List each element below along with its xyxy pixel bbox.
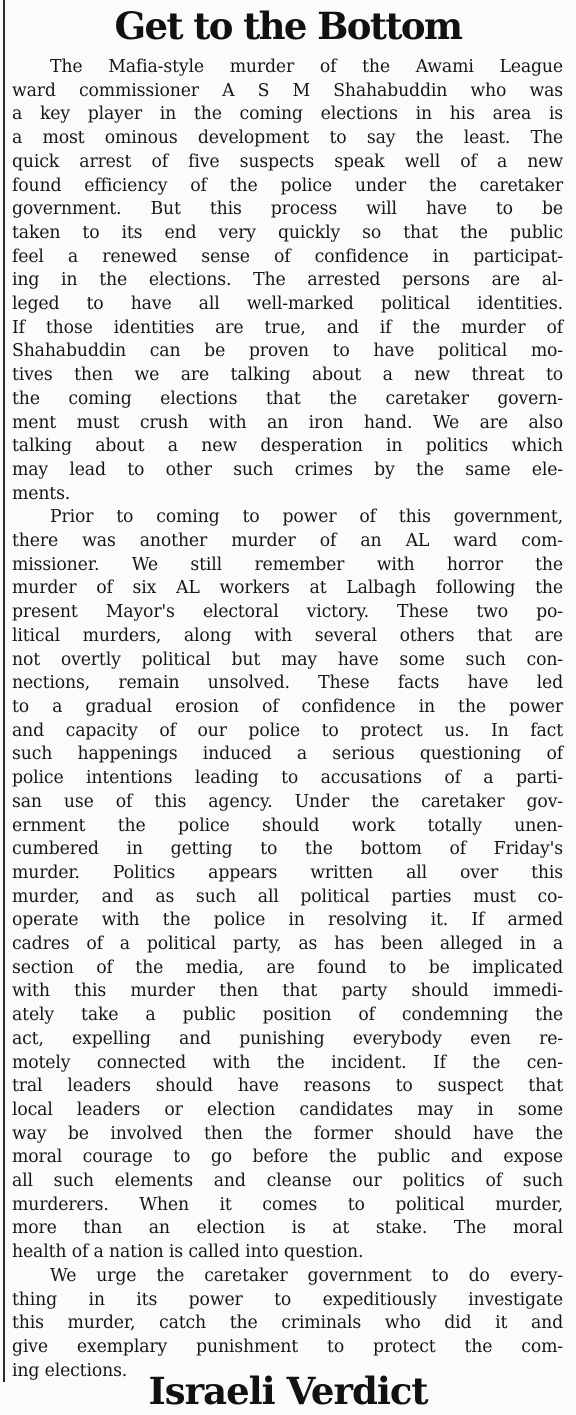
text-line: health of a nation is called into question. — [12, 1242, 364, 1263]
text-line: murderers. When it comes to political murder, — [12, 1194, 563, 1215]
text-line: murder of six AL workers at Lalbagh following the — [12, 578, 563, 599]
text-line: quick arrest of five suspects speak well of a new — [12, 151, 563, 172]
editorial-body — [12, 56, 563, 1383]
text-line: If those identities are true, and if the murder of — [12, 317, 563, 338]
text-line: Shahabuddin can be proven to have political mo- — [12, 341, 563, 362]
text-line: such happenings induced a serious questioning of — [12, 744, 563, 765]
text-line: and capacity of our police to protect us. In fact — [12, 720, 563, 741]
text-line: the coming elections that the caretaker govern- — [12, 388, 563, 409]
text-line: ernment the police should work totally unen- — [12, 815, 563, 836]
editorial-paragraph — [12, 56, 563, 506]
text-line: Prior to coming to power of this government, — [50, 507, 563, 528]
text-line: litical murders, along with several others that are — [12, 625, 563, 646]
text-line: missioner. We still remember with horror the — [12, 554, 563, 575]
text-line: section of the media, are found to be implicated — [12, 957, 563, 978]
text-line: ment must crush with an iron hand. We are also — [12, 412, 563, 433]
text-line: ing in the elections. The arrested persons are al- — [12, 270, 563, 291]
text-line: to a gradual erosion of confidence in the power — [12, 696, 563, 717]
text-line: taken to its end very quickly so that the public — [12, 222, 563, 243]
editorial-paragraph — [12, 1265, 563, 1384]
text-line: thing in its power to expeditiously investigate — [12, 1289, 563, 1310]
text-line: this murder, catch the criminals who did it and — [12, 1313, 563, 1334]
text-line: feel a renewed sense of confidence in participat- — [12, 246, 563, 267]
text-line: may lead to other such crimes by the same ele- — [12, 459, 563, 480]
text-line: way be involved then the former should have the — [12, 1123, 563, 1144]
text-line: government. But this process will have to be — [12, 199, 563, 220]
text-line: cumbered in getting to the bottom of Friday's — [12, 839, 563, 860]
text-line: murder, and as such all political parties must co- — [12, 886, 563, 907]
text-line: san use of this agency. Under the caretaker gov- — [12, 791, 563, 812]
text-line: We urge the caretaker government to do every- — [50, 1265, 563, 1286]
text-line: cadres of a political party, as has been alleged in a — [12, 934, 563, 955]
text-line: The Mafia-style murder of the Awami League — [50, 57, 563, 77]
text-line: operate with the police in resolving it. If armed — [12, 910, 563, 931]
text-line: more than an election is at stake. The moral — [12, 1218, 563, 1239]
text-line: ately take a public position of condemning the — [12, 1005, 563, 1026]
text-line: nections, remain unsolved. These facts have led — [12, 673, 563, 694]
text-line: all such elements and cleanse our politics of such — [12, 1171, 563, 1192]
text-line: murder. Politics appears written all over this — [12, 862, 563, 883]
editorial-headline: Get to the Bottom — [114, 4, 462, 48]
text-line: a most ominous development to say the least. The — [12, 128, 563, 149]
text-line: ing elections. — [12, 1360, 128, 1381]
text-line: act, expelling and punishing everybody even re- — [12, 1028, 563, 1049]
text-line: moral courage to go before the public and expose — [12, 1147, 563, 1168]
column-rule — [3, 0, 5, 1382]
text-line: found efficiency of the police under the caretaker — [12, 175, 563, 196]
text-line: leged to have all well-marked political identities. — [12, 294, 563, 315]
text-line: local leaders or election candidates may in some — [12, 1099, 563, 1120]
text-line: ments. — [12, 483, 71, 504]
editorial-paragraph — [12, 506, 563, 1265]
next-article-headline: Israeli Verdict — [148, 1369, 428, 1413]
text-line: police intentions leading to accusations of a parti- — [12, 768, 563, 789]
text-line: talking about a new desperation in politics which — [12, 436, 563, 457]
text-line: tral leaders should have reasons to suspect that — [12, 1076, 563, 1097]
text-line: there was another murder of an AL ward com- — [12, 531, 563, 552]
text-line: present Mayor's electoral victory. These two po- — [12, 602, 563, 623]
text-line: motely connected with the incident. If the cen- — [12, 1052, 563, 1073]
text-line: ward commissioner A S M Shahabuddin who was — [12, 80, 563, 101]
text-line: give exemplary punishment to protect the com- — [12, 1336, 563, 1357]
text-line: a key player in the coming elections in his area is — [12, 104, 563, 125]
text-line: not overtly political but may have some such con- — [12, 649, 563, 670]
text-line: tives then we are talking about a new threat to — [12, 365, 563, 386]
text-line: with this murder then that party should immedi- — [12, 981, 563, 1002]
